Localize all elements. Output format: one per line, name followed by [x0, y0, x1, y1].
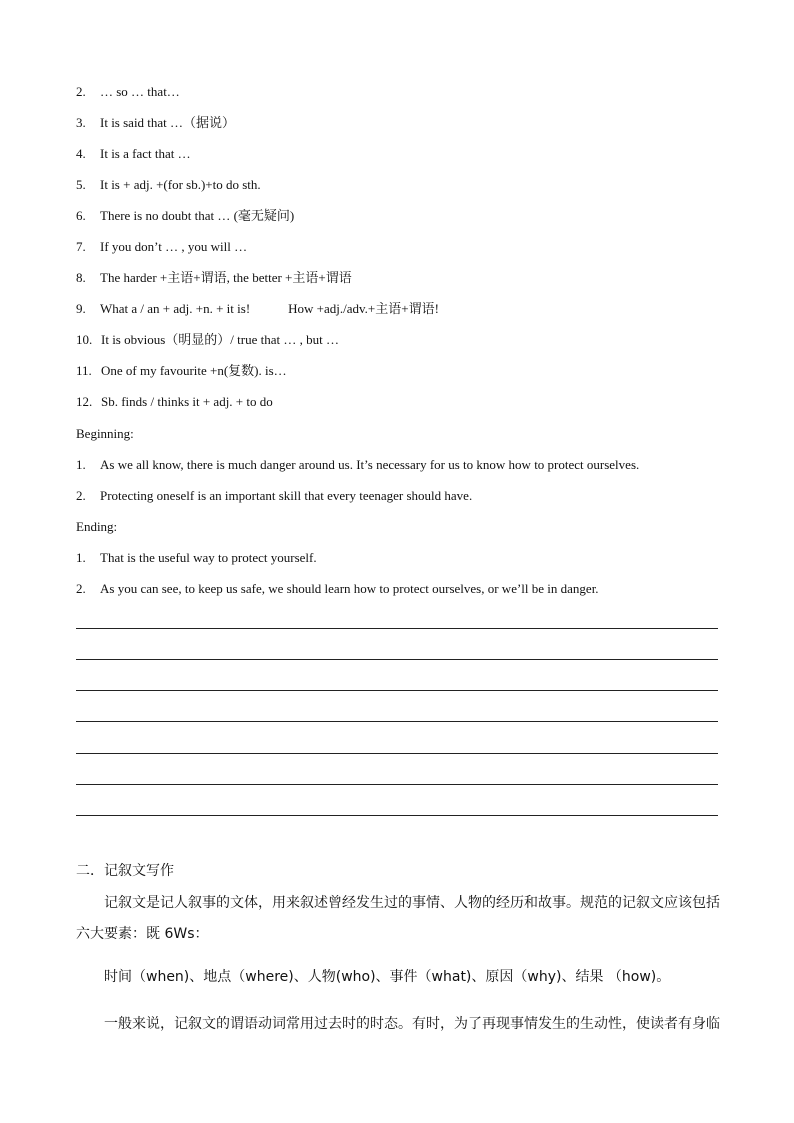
writing-line[interactable] — [76, 815, 718, 816]
pattern-item: 4. It is a fact that … — [76, 146, 191, 161]
writing-line[interactable] — [76, 784, 718, 785]
writing-line[interactable] — [76, 721, 718, 722]
writing-line[interactable] — [76, 628, 718, 629]
pattern-item: 7. If you don’t … , you will … — [76, 239, 248, 254]
writing-line[interactable] — [76, 659, 718, 660]
beginning-item: 1. As we all know, there is much danger around us. It’s necessary for us to know how to protect ourselves. — [76, 457, 640, 472]
pattern-item: 6. There is no doubt that … (毫无疑问) — [76, 208, 295, 223]
pattern-item: 2. … so … that… — [76, 84, 180, 99]
pattern-item: 3. It is said that …（据说） — [76, 115, 236, 130]
pattern-item: 5. It is + adj. +(for sb.)+to do sth. — [76, 177, 261, 192]
ending-heading: Ending: — [76, 519, 118, 534]
pattern-item: 9. What a / an + adj. +n. + it is! How +adj./adv.+主语+谓语! — [76, 301, 439, 316]
pattern-item: 12. Sb. finds / thinks it + adj. + to do — [76, 394, 273, 409]
writing-line[interactable] — [76, 753, 718, 754]
beginning-heading: Beginning: — [76, 426, 134, 441]
tense-paragraph-line: 一般来说，记叙文的谓语动词常用过去时的时态。有时，为了再现事情发生的生动性，使读者有身临 — [104, 1016, 720, 1032]
writing-line[interactable] — [76, 690, 718, 691]
section-title: 二．记叙文写作 — [76, 863, 174, 879]
pattern-item: 10. It is obvious（明显的）/ true that … , but … — [76, 332, 339, 347]
pattern-item: 8. The harder +主语+谓语, the better +主语+谓语 — [76, 270, 352, 285]
intro-paragraph-line: 记叙文是记人叙事的文体，用来叙述曾经发生过的事情、人物的经历和故事。规范的记叙文应该包括 — [104, 895, 720, 911]
pattern-item: 11. One of my favourite +n(复数). is… — [76, 363, 287, 378]
ending-item: 2. As you can see, to keep us safe, we should learn how to protect ourselves, or we’ll be in danger. — [76, 581, 599, 596]
six-elements: 时间（when)、地点（where)、人物(who)、事件（what)、原因（why)、结果 （how)。 — [104, 969, 671, 985]
beginning-item: 2. Protecting oneself is an important skill that every teenager should have. — [76, 488, 473, 503]
intro-paragraph-line: 六大要素：既 6Ws： — [76, 926, 209, 942]
ending-item: 1. That is the useful way to protect yourself. — [76, 550, 317, 565]
